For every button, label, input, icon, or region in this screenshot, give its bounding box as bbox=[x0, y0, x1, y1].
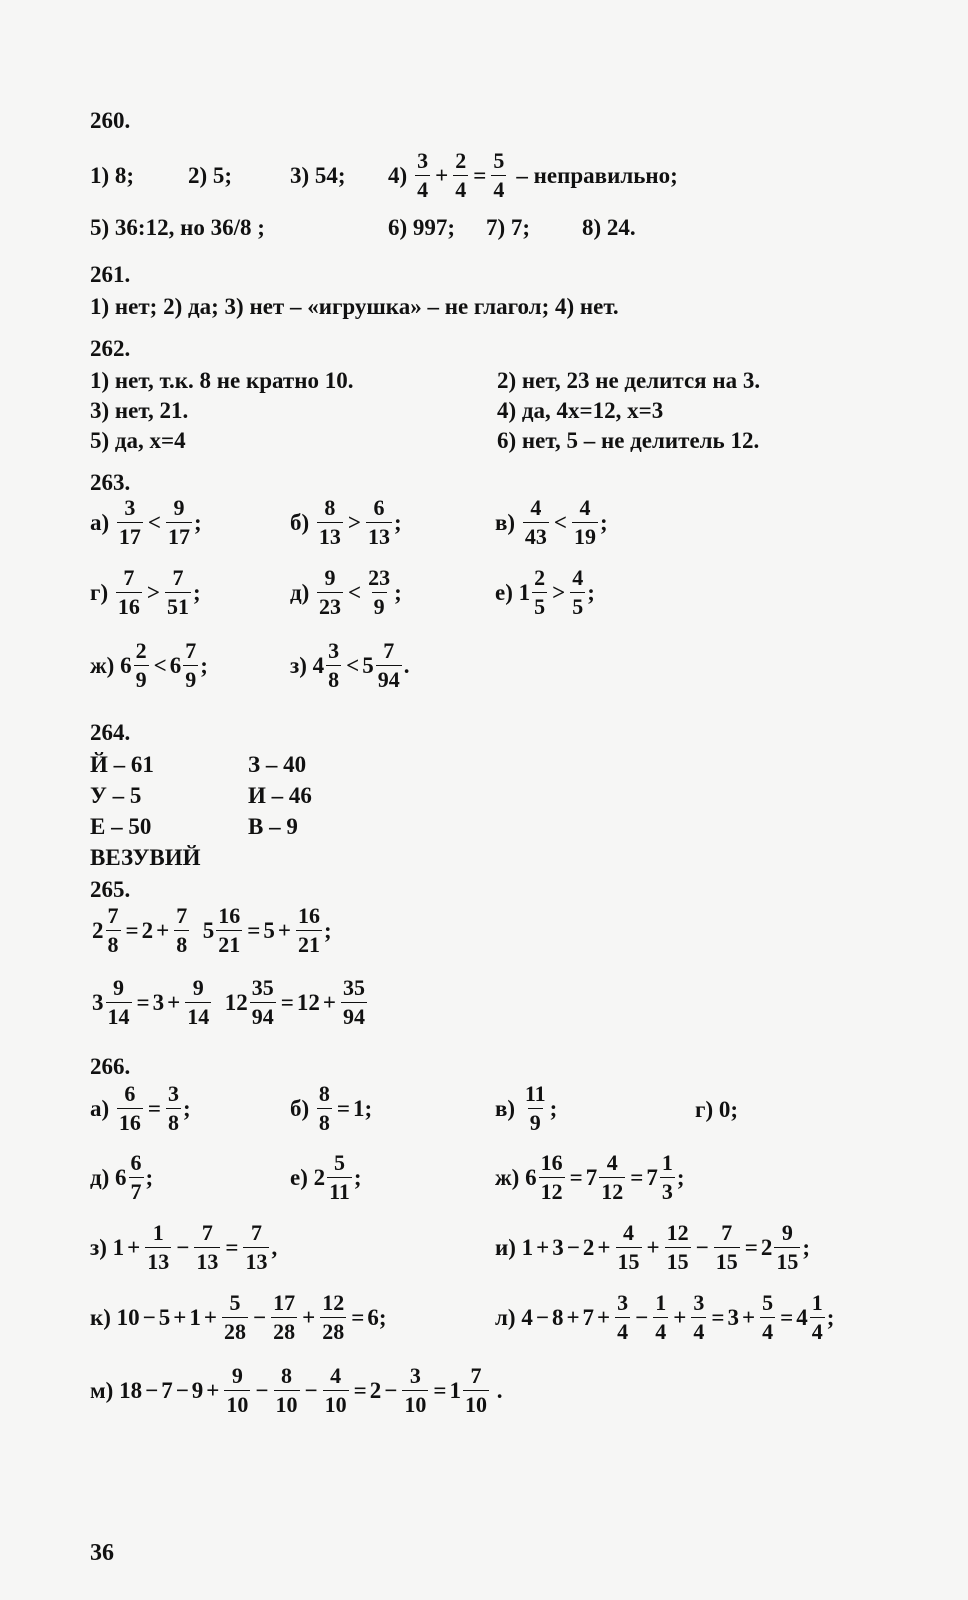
fraction: $\frac{1}{3}$ bbox=[661, 1150, 673, 1204]
fraction: $\frac{3}{4}$ bbox=[693, 1290, 705, 1344]
p264-answer-word: ВЕЗУВИЙ bbox=[90, 845, 201, 870]
fraction: $\frac{9}{15}$ bbox=[776, 1220, 799, 1274]
p264-pair: И – 46 bbox=[248, 783, 312, 808]
p263-g: г) $\frac{7}{16}$ > $\frac{7}{51}$ ; bbox=[90, 565, 201, 619]
fraction: $\frac{3}{17}$ bbox=[118, 495, 141, 549]
fraction: $\frac{7}{8}$ bbox=[107, 903, 119, 957]
fraction: $\frac{4}{15}$ bbox=[617, 1220, 640, 1274]
fraction: $\frac{8}{10}$ bbox=[275, 1363, 298, 1417]
p260-item-7: 7) 7; bbox=[486, 215, 531, 240]
p260-item-8: 8) 24. bbox=[582, 215, 636, 240]
op: = bbox=[473, 162, 487, 188]
p264-pair: В – 9 bbox=[248, 814, 298, 839]
p262-item: 3) нет, 21. bbox=[90, 398, 189, 423]
p264-pair: Е – 50 bbox=[90, 814, 152, 839]
p260-item-4: 4) bbox=[388, 162, 408, 188]
p260-item-2: 2) 5; bbox=[188, 162, 233, 188]
fraction: $\frac{4}{5}$ bbox=[572, 565, 584, 619]
fraction: $\frac{9}{14}$ bbox=[107, 975, 130, 1029]
p265-line-1: 2 $\frac{7}{8}$ = 2 + $\frac{7}{8}$ 5 $\frac{16}{21}$ = 5 + $\frac{16}{21}$ ; bbox=[92, 903, 332, 957]
p261-line: 1) нет; 2) да; 3) нет – «игрушка» – не глагол; 4) нет. bbox=[90, 294, 619, 319]
p266-e: е) 2 $\frac{5}{11}$ ; bbox=[290, 1150, 362, 1204]
p263-b: б) $\frac{8}{13}$ > $\frac{6}{13}$ ; bbox=[290, 495, 402, 549]
p262-item: 6) нет, 5 – не делитель 12. bbox=[497, 428, 760, 453]
fraction: $\frac{11}{9}$ bbox=[524, 1081, 546, 1135]
fraction: $\frac{4}{43}$ bbox=[524, 495, 547, 549]
fraction: $\frac{7}{8}$ bbox=[176, 903, 188, 957]
fraction: $\frac{9}{10}$ bbox=[226, 1363, 249, 1417]
p263-z: з) 4 $\frac{3}{8}$ < 5 $\frac{7}{94}$ . bbox=[290, 638, 410, 692]
p260-line-1 bbox=[90, 150, 678, 201]
fraction: $\frac{2}{9}$ bbox=[135, 638, 147, 692]
fraction: $\frac{9}{14}$ bbox=[187, 975, 210, 1029]
p260-item-5: 5) 36:12, но 36/8 ; bbox=[90, 215, 265, 240]
p263-d: д) $\frac{9}{23}$ < $\frac{23}{9}$ ; bbox=[290, 565, 402, 619]
p266-m: м) 18 − 7 − 9 + $\frac{9}{10}$ − $\frac{8}{10}$ − $\frac{4}{10}$ = 2 − $\frac{3}{10}$ = 1 $\frac{7}{10}$ . bbox=[90, 1363, 503, 1417]
heading-262: 262. bbox=[90, 336, 131, 361]
fraction: $\frac{16}{21}$ bbox=[297, 903, 320, 957]
fraction: $\frac{3}{4}$ bbox=[617, 1290, 629, 1344]
p266-a: а) $\frac{6}{16}$ = $\frac{3}{8}$ ; bbox=[90, 1081, 191, 1135]
fraction: $\frac{12}{28}$ bbox=[322, 1290, 345, 1344]
p266-l: л) 4 − 8 + 7 + $\frac{3}{4}$ − $\frac{1}{4}$ + $\frac{3}{4}$ = 3 + $\frac{5}{4}$ = 4 $\frac{1}{4}$ ; bbox=[495, 1290, 835, 1344]
fraction: $\frac{6}{16}$ bbox=[118, 1081, 141, 1135]
fraction: $\frac{8}{8}$ bbox=[318, 1081, 330, 1135]
fraction: $\frac{9}{23}$ bbox=[319, 565, 342, 619]
fraction: $\frac{4}{12}$ bbox=[601, 1150, 624, 1204]
p266-i: и) 1 + 3 − 2 + $\frac{4}{15}$ + $\frac{12}{15}$ − $\frac{7}{15}$ = 2 $\frac{9}{15}$ ; bbox=[495, 1220, 810, 1274]
fraction: $\frac{12}{15}$ bbox=[666, 1220, 689, 1274]
p266-b: б) $\frac{8}{8}$ = 1; bbox=[290, 1081, 373, 1135]
p260-item-3: 3) 54; bbox=[290, 162, 346, 188]
fraction: $\frac{4}{19}$ bbox=[573, 495, 596, 549]
p266-d: д) 6 $\frac{6}{7}$ ; bbox=[90, 1150, 154, 1204]
fraction: $\frac{1}{4}$ bbox=[655, 1290, 667, 1344]
fraction: $\frac{4}{10}$ bbox=[324, 1363, 347, 1417]
fraction: $\frac{3}{8}$ bbox=[328, 638, 340, 692]
p266-g: г) 0; bbox=[695, 1097, 739, 1122]
fraction: $\frac{17}{28}$ bbox=[273, 1290, 296, 1344]
fraction: $\frac{3}{8}$ bbox=[168, 1081, 180, 1135]
fraction: $\frac{16}{21}$ bbox=[218, 903, 241, 957]
p260-line-2 bbox=[90, 215, 636, 241]
fraction: $\frac{23}{9}$ bbox=[368, 565, 391, 619]
p266-z: з) 1 + $\frac{1}{13}$ − $\frac{7}{13}$ = $\frac{7}{13}$ , bbox=[90, 1220, 278, 1274]
p263-a: а) $\frac{3}{17}$ < $\frac{9}{17}$ ; bbox=[90, 495, 202, 549]
p264-pair: Й – 61 bbox=[90, 752, 154, 777]
heading-264: 264. bbox=[90, 720, 131, 745]
p266-k: к) 10 − 5 + 1 + $\frac{5}{28}$ − $\frac{17}{28}$ + $\frac{12}{28}$ = 6; bbox=[90, 1290, 387, 1344]
fraction: $\frac{9}{17}$ bbox=[168, 495, 191, 549]
fraction: $\frac{35}{94}$ bbox=[251, 975, 274, 1029]
heading-260: 260. bbox=[90, 108, 131, 133]
heading-261: 261. bbox=[90, 262, 131, 287]
fraction: $\frac{1}{13}$ bbox=[147, 1220, 170, 1274]
fraction: $\frac{5}{4}$ bbox=[493, 148, 505, 202]
p260-item-6: 6) 997; bbox=[388, 215, 456, 240]
fraction: $\frac{5}{28}$ bbox=[224, 1290, 246, 1344]
fraction: $\frac{6}{13}$ bbox=[368, 495, 391, 549]
fraction: $\frac{7}{13}$ bbox=[245, 1220, 268, 1274]
fraction: $\frac{7}{51}$ bbox=[166, 565, 189, 619]
heading-263: 263. bbox=[90, 470, 131, 495]
p262-item: 1) нет, т.к. 8 не кратно 10. bbox=[90, 368, 354, 393]
p264-pair: З – 40 bbox=[248, 752, 307, 777]
fraction: $\frac{16}{12}$ bbox=[540, 1150, 563, 1204]
fraction: $\frac{3}{10}$ bbox=[404, 1363, 427, 1417]
p264-pair: У – 5 bbox=[90, 783, 142, 808]
p263-v: в) $\frac{4}{43}$ < $\frac{4}{19}$ ; bbox=[495, 495, 608, 549]
fraction: $\frac{5}{11}$ bbox=[329, 1150, 350, 1204]
op: + bbox=[435, 162, 449, 188]
fraction: $\frac{2}{4}$ bbox=[455, 148, 467, 202]
fraction: $\frac{2}{5}$ bbox=[534, 565, 546, 619]
fraction: $\frac{1}{4}$ bbox=[811, 1290, 823, 1344]
p263-zh: ж) 6 $\frac{2}{9}$ < 6 $\frac{7}{9}$ ; bbox=[90, 638, 208, 692]
fraction: $\frac{7}{16}$ bbox=[117, 565, 140, 619]
fraction: $\frac{5}{4}$ bbox=[762, 1290, 774, 1344]
fraction: $\frac{8}{13}$ bbox=[318, 495, 341, 549]
p266-v: в) $\frac{11}{9}$ ; bbox=[495, 1081, 558, 1135]
heading-266: 266. bbox=[90, 1054, 131, 1079]
p263-e: е) 1 $\frac{2}{5}$ > $\frac{4}{5}$ ; bbox=[495, 565, 595, 619]
p262-item: 5) да, x=4 bbox=[90, 428, 186, 453]
p260-verdict: – неправильно; bbox=[516, 162, 678, 188]
p266-zh: ж) 6 $\frac{16}{12}$ = 7 $\frac{4}{12}$ = 7 $\frac{1}{3}$ ; bbox=[495, 1150, 685, 1204]
heading-265: 265. bbox=[90, 877, 131, 902]
p262-item: 2) нет, 23 не делится на 3. bbox=[497, 368, 761, 393]
fraction: $\frac{7}{10}$ bbox=[464, 1363, 487, 1417]
fraction: $\frac{6}{7}$ bbox=[130, 1150, 142, 1204]
fraction: $\frac{35}{94}$ bbox=[342, 975, 365, 1029]
page-number: 36 bbox=[90, 1540, 114, 1566]
fraction: $\frac{3}{4}$ bbox=[417, 148, 429, 202]
p262-item: 4) да, 4x=12, x=3 bbox=[497, 398, 664, 423]
p260-item-1: 1) 8; bbox=[90, 162, 135, 188]
fraction: $\frac{7}{94}$ bbox=[377, 638, 400, 692]
fraction: $\frac{7}{15}$ bbox=[715, 1220, 738, 1274]
p265-line-2: 3 $\frac{9}{14}$ = 3 + $\frac{9}{14}$ 12 $\frac{35}{94}$ = 12 + $\frac{35}{94}$ bbox=[92, 975, 365, 1029]
fraction: $\frac{7}{13}$ bbox=[196, 1220, 219, 1274]
fraction: $\frac{7}{9}$ bbox=[185, 638, 197, 692]
